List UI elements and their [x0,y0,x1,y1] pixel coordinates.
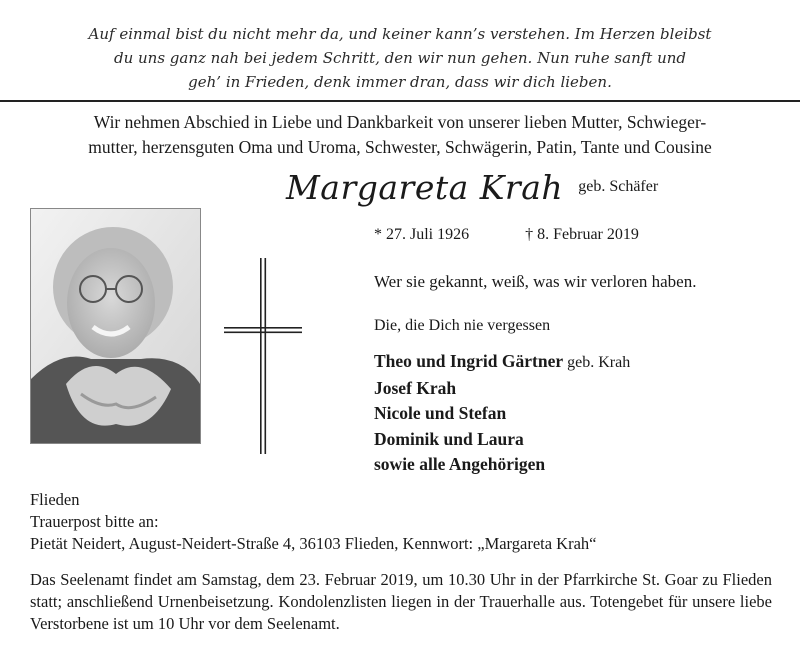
mourner: Theo und Ingrid Gärtner geb. Krah [374,351,631,371]
divider [0,100,800,102]
mourner-note: geb. Krah [567,354,631,371]
service-notice: Das Seelenamt findet am Samstag, dem 23. Februar 2019, um 10.30 Uhr in der Pfarrkirche St. Goar zu Flieden statt; anschließend Urnenbeisetzung. Kondolenzlisten liegen in der Trauerhalle aus. Totengebet für unsere liebe Verstorbene ist um 10 Uhr vor dem Seelenamt. [30,570,772,633]
birth-date: * 27. Juli 1926 [374,226,470,243]
portrait-photo [30,208,201,444]
poem-line: du uns ganz nah bei jedem Schritt, den wir nun gehen. Nun ruhe sanft und [113,49,687,67]
mourner: Nicole und Stefan [374,403,507,423]
intro-line: mutter, herzensguten Oma und Uroma, Schwester, Schwägerin, Patin, Tante und Cousine [88,137,712,157]
deceased-name: Margareta Krah [286,168,564,207]
mourner: Dominik und Laura [374,428,524,449]
death-date: † 8. Februar 2019 [525,226,639,243]
mourners-list [374,349,630,478]
mourner: Josef Krah [374,377,457,398]
poem-line: geh’ in Frieden, denk immer dran, dass wir dich lieben. [188,73,612,91]
mourners-intro: Die, die Dich nie vergessen [374,317,551,334]
contact-block [30,489,597,555]
cross-icon [224,258,302,454]
mail-label: Trauerpost bitte an: [30,512,159,531]
deceased-name-line [286,168,658,207]
mail-address: Pietät Neidert, August-Neidert-Straße 4, 36103 Flieden, Kennwort: „Margareta Krah“ [30,534,597,553]
mourner: sowie alle Angehörigen [374,454,546,474]
memorial-quote: Wer sie gekannt, weiß, was wir verloren haben. [374,272,697,291]
life-dates [374,226,639,244]
poem [30,22,770,94]
poem-line: Auf einmal bist du nicht mehr da, und keiner kann’s verstehen. Im Herzen bleibst [88,25,712,43]
intro-line: Wir nehmen Abschied in Liebe und Dankbarkeit von unserer lieben Mutter, Schwieger- [93,112,707,132]
town: Flieden [30,490,80,509]
farewell-intro [20,110,780,160]
maiden-name: geb. Schäfer [578,178,659,195]
